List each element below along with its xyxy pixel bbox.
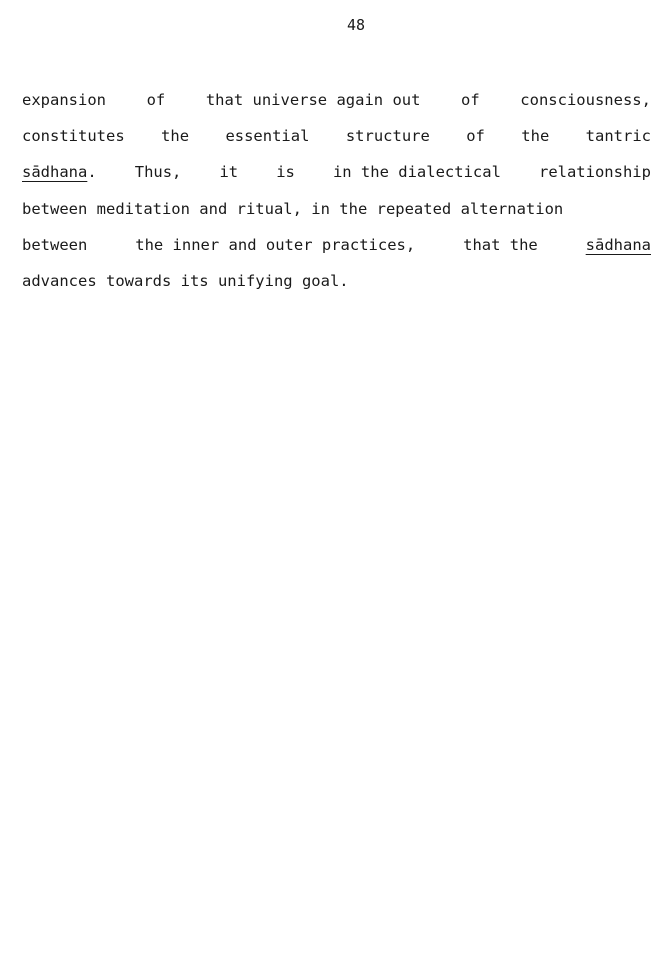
page-number: 48 [346,16,366,34]
text-line-5 [22,233,651,269]
word: is [276,163,295,182]
text-line-4 [22,197,651,233]
word: of [146,91,166,109]
word: of [466,127,485,146]
underlined-term: sādhana [585,235,651,254]
word: between meditation and ritual, in the repeated alternation [22,199,564,218]
text-line-1 [22,88,651,124]
sadhana-term [22,160,97,196]
word: that the [463,235,538,254]
text-line-2 [22,124,651,160]
period: . [87,163,97,182]
word: structure [345,127,430,146]
word: Thus, [134,163,182,182]
word: consciousness, [520,91,651,109]
word: relationship [538,163,651,182]
word: expansion [22,91,106,109]
word: the [161,127,190,146]
word: the [521,127,550,146]
text-line-6 [22,269,651,305]
body-paragraph [22,88,651,305]
word: advances towards its unifying goal. [22,271,349,290]
underlined-term: sādhana [22,163,88,182]
word: it [219,163,239,182]
word: between [22,235,88,254]
word: essential [225,127,310,146]
word: of [461,91,480,109]
text-line-3 [22,160,651,196]
word: that universe again out [205,91,421,109]
word: the inner and outer practices, [135,235,416,254]
word: tantric [585,127,651,146]
word: constitutes [22,127,125,146]
word: in the dialectical [332,163,501,182]
